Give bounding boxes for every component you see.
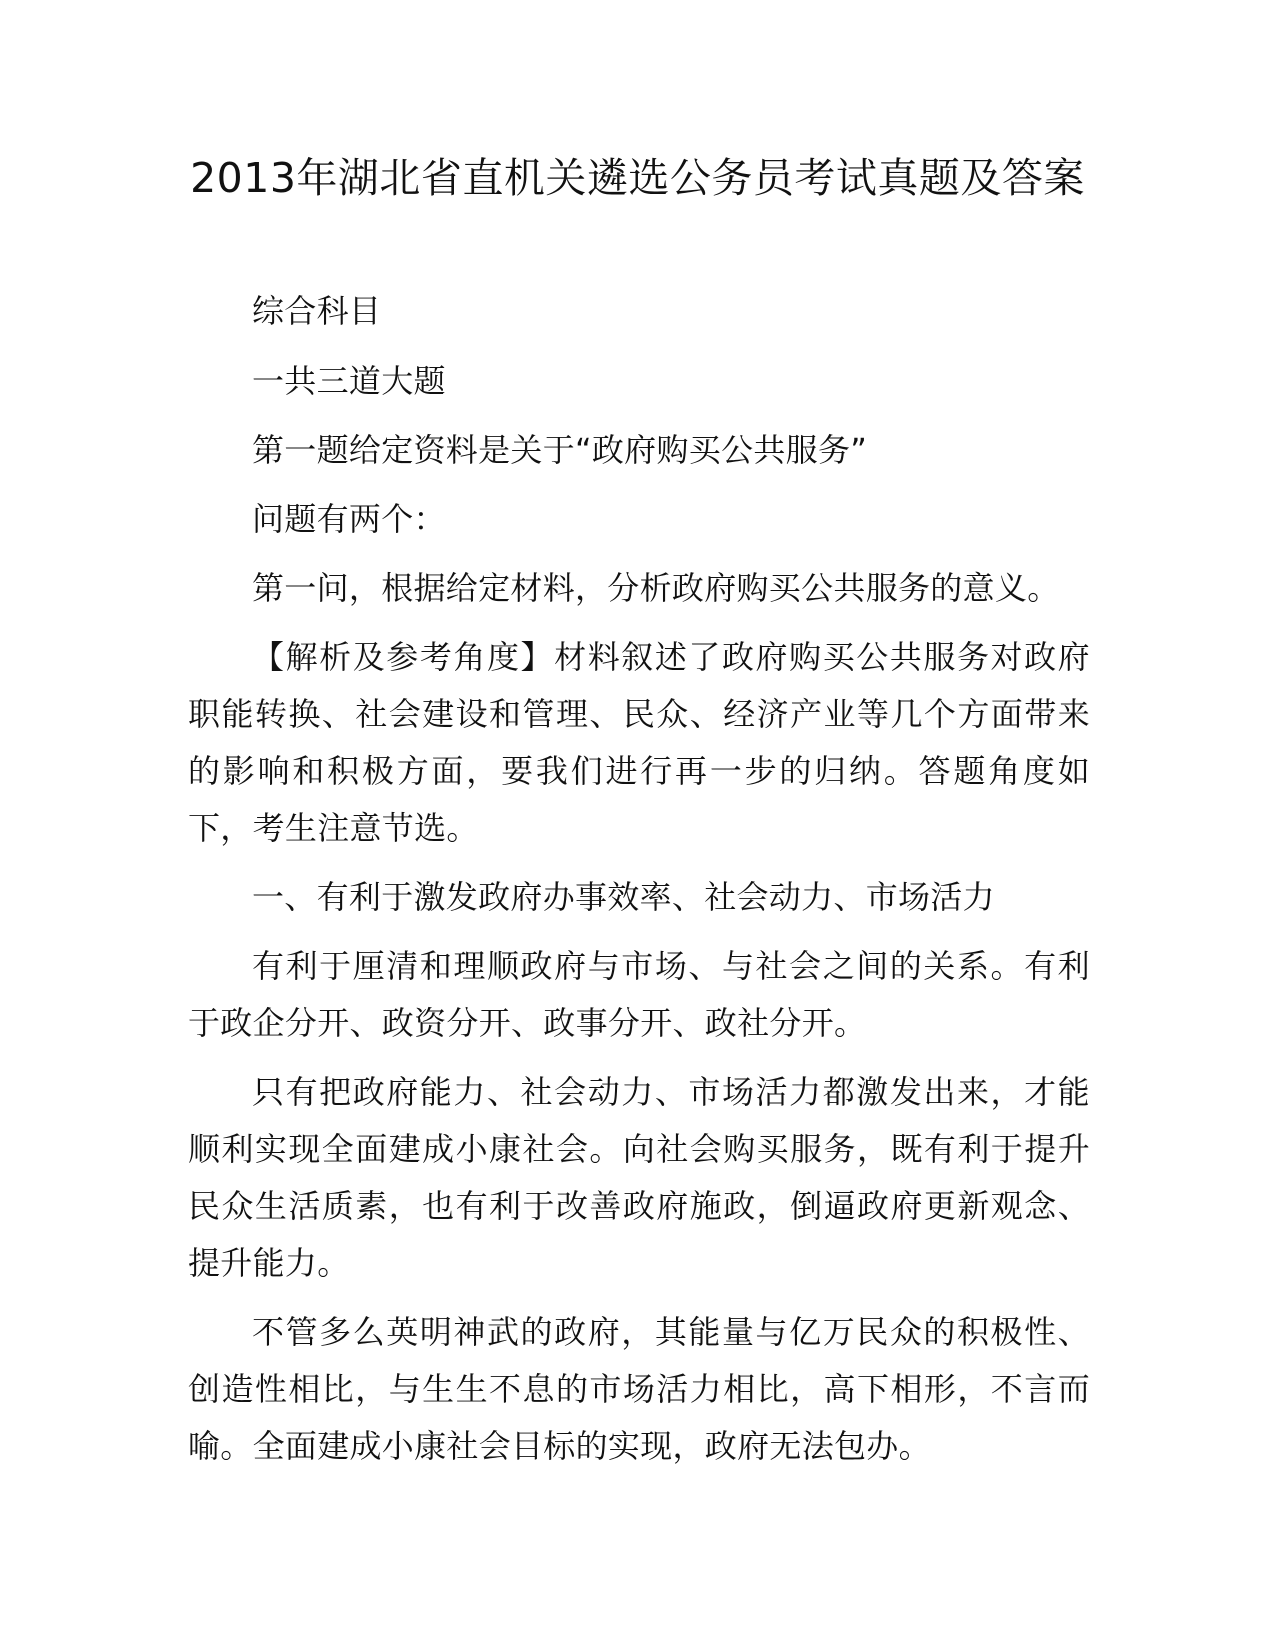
paragraph-first-question: 第一问，根据给定材料，分析政府购买公共服务的意义。 (252, 569, 1060, 607)
paragraph-government-market-relations: 有利于厘清和理顺政府与市场、与社会之间的关系。有利于政企分开、政资分开、政事分开、政社分开。 (188, 947, 1090, 1042)
paragraph-question-intro: 问题有两个： (252, 500, 446, 538)
paragraph-question-count: 一共三道大题 (252, 362, 446, 400)
document-body (188, 283, 1090, 1487)
document-title: 2013年湖北省直机关遴选公务员考试真题及答案 (190, 154, 1085, 202)
paragraph-government-limits: 不管多么英明神武的政府，其能量与亿万民众的积极性、创造性相比，与生生不息的市场活力相比，高下相形，不言而喻。全面建成小康社会目标的实现，政府无法包办。 (188, 1313, 1090, 1465)
paragraph-vitality-and-wellbeing: 只有把政府能力、社会动力、市场活力都激发出来，才能顺利实现全面建成小康社会。向社会购买服务，既有利于提升民众生活质素，也有利于改善政府施政，倒逼政府更新观念、提升能力。 (188, 1073, 1090, 1282)
paragraph-first-question-topic: 第一题给定资料是关于“政府购买公共服务” (252, 431, 868, 469)
paragraph-point-one-heading: 一、有利于激发政府办事效率、社会动力、市场活力 (252, 878, 995, 916)
paragraph-subject: 综合科目 (252, 292, 382, 330)
paragraph-analysis: 【解析及参考角度】材料叙述了政府购买公共服务对政府职能转换、社会建设和管理、民众、经济产业等几个方面带来的影响和积极方面，要我们进行再一步的归纳。答题角度如下，考生注意节选。 (188, 638, 1090, 847)
